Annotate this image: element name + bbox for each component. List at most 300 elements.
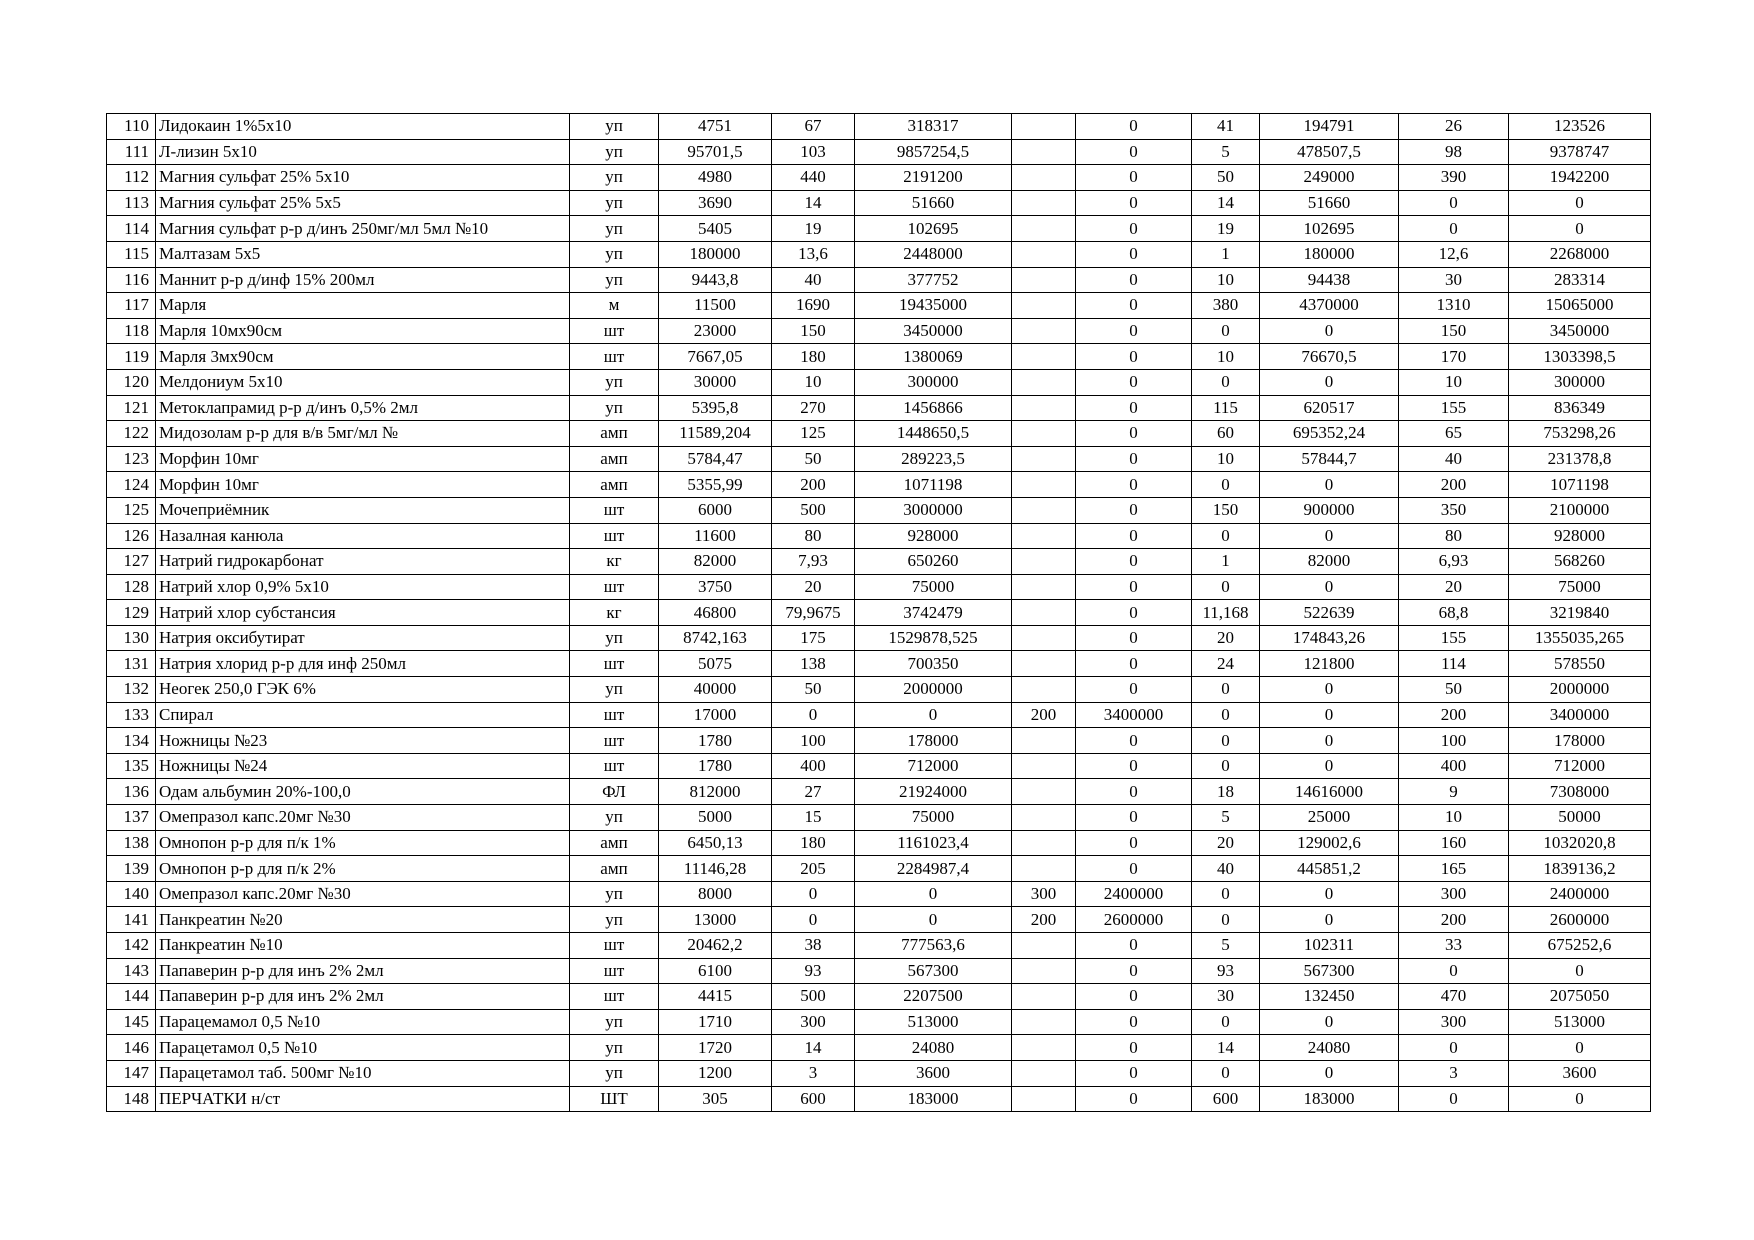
cell-closing-qty: 6,93 (1399, 549, 1509, 575)
cell-item-name: Марля 3мх90см (156, 344, 570, 370)
cell-unit-price: 812000 (659, 779, 772, 805)
cell-received-qty (1012, 1009, 1076, 1035)
cell-row-number: 116 (107, 267, 156, 293)
cell-item-name: Малтазам 5х5 (156, 241, 570, 267)
cell-row-number: 118 (107, 318, 156, 344)
cell-row-number: 112 (107, 165, 156, 191)
cell-issued-qty: 0 (1192, 1060, 1260, 1086)
cell-closing-qty: 1310 (1399, 293, 1509, 319)
cell-received-qty (1012, 472, 1076, 498)
cell-opening-qty: 180 (772, 344, 855, 370)
cell-issued-amount: 0 (1260, 1009, 1399, 1035)
cell-unit-price: 1200 (659, 1060, 772, 1086)
table-row (107, 344, 1651, 370)
cell-closing-qty: 80 (1399, 523, 1509, 549)
cell-received-qty (1012, 293, 1076, 319)
cell-issued-amount: 121800 (1260, 651, 1399, 677)
cell-opening-qty: 125 (772, 421, 855, 447)
cell-unit: уп (570, 114, 659, 140)
cell-row-number: 135 (107, 753, 156, 779)
cell-opening-qty: 103 (772, 139, 855, 165)
cell-closing-amount: 50000 (1509, 805, 1651, 831)
table-row (107, 395, 1651, 421)
cell-received-qty (1012, 779, 1076, 805)
table-row (107, 523, 1651, 549)
cell-issued-qty: 18 (1192, 779, 1260, 805)
cell-closing-amount: 836349 (1509, 395, 1651, 421)
table-row (107, 421, 1651, 447)
cell-item-name: Натрий гидрокарбонат (156, 549, 570, 575)
cell-unit-price: 8742,163 (659, 625, 772, 651)
cell-received-qty (1012, 344, 1076, 370)
cell-opening-amount: 9857254,5 (855, 139, 1012, 165)
cell-closing-amount: 0 (1509, 1086, 1651, 1112)
cell-opening-qty: 0 (772, 702, 855, 728)
cell-received-amount: 0 (1076, 395, 1192, 421)
cell-opening-amount: 3742479 (855, 600, 1012, 626)
cell-opening-amount: 700350 (855, 651, 1012, 677)
cell-issued-amount: 0 (1260, 574, 1399, 600)
cell-received-amount: 0 (1076, 165, 1192, 191)
cell-received-amount: 0 (1076, 1009, 1192, 1035)
cell-received-amount: 0 (1076, 958, 1192, 984)
cell-opening-qty: 38 (772, 933, 855, 959)
table-row (107, 114, 1651, 140)
cell-issued-amount: 129002,6 (1260, 830, 1399, 856)
table-row (107, 1035, 1651, 1061)
cell-closing-qty: 200 (1399, 907, 1509, 933)
cell-received-qty (1012, 651, 1076, 677)
cell-opening-amount: 178000 (855, 728, 1012, 754)
cell-issued-amount: 183000 (1260, 1086, 1399, 1112)
cell-unit: уп (570, 1035, 659, 1061)
cell-received-amount: 0 (1076, 1060, 1192, 1086)
cell-opening-qty: 180 (772, 830, 855, 856)
cell-received-amount: 0 (1076, 600, 1192, 626)
cell-closing-amount: 0 (1509, 958, 1651, 984)
cell-item-name: Метоклапрамид р-р д/инъ 0,5% 2мл (156, 395, 570, 421)
cell-row-number: 140 (107, 881, 156, 907)
cell-item-name: Панкреатин №20 (156, 907, 570, 933)
cell-row-number: 121 (107, 395, 156, 421)
cell-closing-amount: 178000 (1509, 728, 1651, 754)
cell-issued-qty: 5 (1192, 805, 1260, 831)
cell-unit: шт (570, 318, 659, 344)
cell-unit-price: 11600 (659, 523, 772, 549)
cell-opening-amount: 300000 (855, 369, 1012, 395)
table-row (107, 753, 1651, 779)
cell-received-amount: 0 (1076, 344, 1192, 370)
cell-opening-amount: 777563,6 (855, 933, 1012, 959)
cell-unit: кг (570, 600, 659, 626)
cell-issued-qty: 0 (1192, 472, 1260, 498)
cell-issued-qty: 1 (1192, 549, 1260, 575)
cell-issued-qty: 0 (1192, 369, 1260, 395)
cell-issued-qty: 380 (1192, 293, 1260, 319)
cell-received-qty (1012, 165, 1076, 191)
cell-unit-price: 82000 (659, 549, 772, 575)
cell-received-amount: 0 (1076, 241, 1192, 267)
cell-received-amount: 0 (1076, 216, 1192, 242)
cell-unit-price: 1710 (659, 1009, 772, 1035)
cell-row-number: 110 (107, 114, 156, 140)
table-row (107, 293, 1651, 319)
cell-row-number: 147 (107, 1060, 156, 1086)
cell-row-number: 127 (107, 549, 156, 575)
cell-issued-qty: 50 (1192, 165, 1260, 191)
cell-unit: уп (570, 805, 659, 831)
cell-unit-price: 6000 (659, 497, 772, 523)
cell-received-amount: 0 (1076, 139, 1192, 165)
inventory-table-body (107, 114, 1651, 1112)
table-row (107, 1009, 1651, 1035)
cell-received-qty (1012, 267, 1076, 293)
cell-unit-price: 6450,13 (659, 830, 772, 856)
cell-received-qty (1012, 395, 1076, 421)
cell-opening-amount: 1448650,5 (855, 421, 1012, 447)
cell-received-qty (1012, 984, 1076, 1010)
cell-closing-qty: 0 (1399, 958, 1509, 984)
cell-received-amount: 0 (1076, 497, 1192, 523)
cell-item-name: Парацетамол таб. 500мг №10 (156, 1060, 570, 1086)
table-row (107, 881, 1651, 907)
cell-unit: уп (570, 165, 659, 191)
cell-issued-amount: 14616000 (1260, 779, 1399, 805)
cell-opening-amount: 2207500 (855, 984, 1012, 1010)
cell-opening-qty: 0 (772, 907, 855, 933)
cell-closing-amount: 9378747 (1509, 139, 1651, 165)
cell-issued-amount: 0 (1260, 881, 1399, 907)
cell-issued-amount: 0 (1260, 523, 1399, 549)
cell-opening-qty: 15 (772, 805, 855, 831)
table-row (107, 856, 1651, 882)
cell-unit: амп (570, 472, 659, 498)
cell-issued-amount: 0 (1260, 472, 1399, 498)
table-row (107, 1086, 1651, 1112)
cell-unit: ШТ (570, 1086, 659, 1112)
cell-opening-amount: 102695 (855, 216, 1012, 242)
cell-row-number: 119 (107, 344, 156, 370)
cell-unit: уп (570, 139, 659, 165)
cell-item-name: Марля 10мх90см (156, 318, 570, 344)
cell-item-name: Магния сульфат р-р д/инъ 250мг/мл 5мл №10 (156, 216, 570, 242)
cell-opening-amount: 2284987,4 (855, 856, 1012, 882)
cell-opening-amount: 75000 (855, 574, 1012, 600)
cell-closing-qty: 0 (1399, 216, 1509, 242)
cell-issued-amount: 0 (1260, 1060, 1399, 1086)
table-row (107, 446, 1651, 472)
cell-received-qty (1012, 805, 1076, 831)
cell-item-name: Омнопон р-р для п/к 1% (156, 830, 570, 856)
cell-unit: амп (570, 830, 659, 856)
cell-closing-amount: 3450000 (1509, 318, 1651, 344)
cell-opening-qty: 175 (772, 625, 855, 651)
cell-closing-qty: 400 (1399, 753, 1509, 779)
cell-received-amount: 0 (1076, 677, 1192, 703)
cell-closing-amount: 513000 (1509, 1009, 1651, 1035)
cell-closing-qty: 30 (1399, 267, 1509, 293)
cell-issued-amount: 0 (1260, 677, 1399, 703)
cell-received-qty (1012, 446, 1076, 472)
cell-opening-qty: 205 (772, 856, 855, 882)
cell-opening-amount: 928000 (855, 523, 1012, 549)
cell-row-number: 130 (107, 625, 156, 651)
cell-received-qty (1012, 190, 1076, 216)
cell-closing-amount: 7308000 (1509, 779, 1651, 805)
cell-opening-amount: 318317 (855, 114, 1012, 140)
cell-received-qty (1012, 369, 1076, 395)
cell-closing-qty: 160 (1399, 830, 1509, 856)
cell-item-name: Одам альбумин 20%-100,0 (156, 779, 570, 805)
cell-unit: шт (570, 753, 659, 779)
cell-opening-qty: 10 (772, 369, 855, 395)
cell-opening-amount: 183000 (855, 1086, 1012, 1112)
cell-opening-qty: 600 (772, 1086, 855, 1112)
cell-unit: ФЛ (570, 779, 659, 805)
cell-item-name: Магния сульфат 25% 5х5 (156, 190, 570, 216)
cell-closing-qty: 20 (1399, 574, 1509, 600)
cell-closing-amount: 3219840 (1509, 600, 1651, 626)
cell-issued-qty: 19 (1192, 216, 1260, 242)
cell-received-amount: 0 (1076, 472, 1192, 498)
cell-row-number: 122 (107, 421, 156, 447)
cell-closing-qty: 300 (1399, 1009, 1509, 1035)
cell-row-number: 142 (107, 933, 156, 959)
cell-row-number: 124 (107, 472, 156, 498)
cell-closing-qty: 300 (1399, 881, 1509, 907)
cell-opening-qty: 19 (772, 216, 855, 242)
cell-issued-qty: 0 (1192, 907, 1260, 933)
cell-issued-amount: 94438 (1260, 267, 1399, 293)
table-row (107, 1060, 1651, 1086)
cell-issued-qty: 0 (1192, 702, 1260, 728)
cell-closing-amount: 0 (1509, 190, 1651, 216)
cell-received-amount: 3400000 (1076, 702, 1192, 728)
cell-unit-price: 1780 (659, 753, 772, 779)
cell-received-amount: 0 (1076, 805, 1192, 831)
cell-closing-amount: 2075050 (1509, 984, 1651, 1010)
cell-opening-qty: 400 (772, 753, 855, 779)
cell-item-name: Папаверин р-р для инъ 2% 2мл (156, 958, 570, 984)
cell-received-qty (1012, 549, 1076, 575)
cell-row-number: 117 (107, 293, 156, 319)
cell-opening-qty: 20 (772, 574, 855, 600)
cell-issued-amount: 900000 (1260, 497, 1399, 523)
table-row (107, 805, 1651, 831)
cell-received-amount: 0 (1076, 114, 1192, 140)
cell-unit: шт (570, 984, 659, 1010)
cell-opening-qty: 40 (772, 267, 855, 293)
table-row (107, 472, 1651, 498)
cell-received-amount: 0 (1076, 369, 1192, 395)
cell-issued-qty: 5 (1192, 139, 1260, 165)
cell-closing-amount: 1032020,8 (1509, 830, 1651, 856)
cell-closing-amount: 1839136,2 (1509, 856, 1651, 882)
cell-issued-qty: 0 (1192, 574, 1260, 600)
cell-unit: амп (570, 446, 659, 472)
cell-received-qty: 200 (1012, 907, 1076, 933)
cell-issued-amount: 194791 (1260, 114, 1399, 140)
cell-unit-price: 4415 (659, 984, 772, 1010)
cell-row-number: 136 (107, 779, 156, 805)
cell-unit: уп (570, 907, 659, 933)
cell-issued-qty: 0 (1192, 753, 1260, 779)
cell-received-qty (1012, 523, 1076, 549)
cell-issued-amount: 180000 (1260, 241, 1399, 267)
cell-closing-amount: 1071198 (1509, 472, 1651, 498)
cell-unit-price: 8000 (659, 881, 772, 907)
cell-unit: уп (570, 625, 659, 651)
cell-unit-price: 5000 (659, 805, 772, 831)
cell-item-name: Ножницы №24 (156, 753, 570, 779)
cell-unit: шт (570, 574, 659, 600)
cell-opening-amount: 1380069 (855, 344, 1012, 370)
cell-received-amount: 0 (1076, 856, 1192, 882)
cell-opening-qty: 79,9675 (772, 600, 855, 626)
cell-received-qty: 300 (1012, 881, 1076, 907)
cell-unit: уп (570, 881, 659, 907)
cell-unit: уп (570, 1060, 659, 1086)
cell-item-name: Парацетамол 0,5 №10 (156, 1035, 570, 1061)
cell-opening-amount: 75000 (855, 805, 1012, 831)
cell-closing-amount: 2600000 (1509, 907, 1651, 933)
cell-unit-price: 3750 (659, 574, 772, 600)
table-row (107, 907, 1651, 933)
table-row (107, 625, 1651, 651)
cell-received-amount: 0 (1076, 318, 1192, 344)
cell-issued-amount: 249000 (1260, 165, 1399, 191)
cell-item-name: Панкреатин №10 (156, 933, 570, 959)
cell-closing-amount: 15065000 (1509, 293, 1651, 319)
cell-row-number: 114 (107, 216, 156, 242)
cell-received-amount: 0 (1076, 984, 1192, 1010)
cell-unit-price: 180000 (659, 241, 772, 267)
cell-unit-price: 9443,8 (659, 267, 772, 293)
cell-received-amount: 0 (1076, 779, 1192, 805)
cell-row-number: 139 (107, 856, 156, 882)
cell-row-number: 125 (107, 497, 156, 523)
cell-unit-price: 20462,2 (659, 933, 772, 959)
cell-closing-qty: 200 (1399, 472, 1509, 498)
cell-row-number: 120 (107, 369, 156, 395)
cell-opening-amount: 0 (855, 702, 1012, 728)
cell-issued-qty: 93 (1192, 958, 1260, 984)
cell-item-name: Папаверин р-р для инъ 2% 2мл (156, 984, 570, 1010)
cell-row-number: 129 (107, 600, 156, 626)
cell-received-amount: 0 (1076, 651, 1192, 677)
cell-issued-amount: 25000 (1260, 805, 1399, 831)
cell-row-number: 146 (107, 1035, 156, 1061)
cell-opening-amount: 1071198 (855, 472, 1012, 498)
cell-closing-amount: 928000 (1509, 523, 1651, 549)
table-row (107, 651, 1651, 677)
cell-closing-amount: 578550 (1509, 651, 1651, 677)
table-row (107, 165, 1651, 191)
cell-issued-qty: 115 (1192, 395, 1260, 421)
cell-received-amount: 0 (1076, 933, 1192, 959)
cell-unit-price: 5395,8 (659, 395, 772, 421)
cell-received-amount: 0 (1076, 625, 1192, 651)
cell-opening-amount: 2191200 (855, 165, 1012, 191)
cell-received-qty (1012, 830, 1076, 856)
cell-closing-amount: 1942200 (1509, 165, 1651, 191)
cell-received-qty (1012, 1086, 1076, 1112)
cell-issued-amount: 522639 (1260, 600, 1399, 626)
cell-issued-amount: 0 (1260, 702, 1399, 728)
cell-received-amount: 0 (1076, 1086, 1192, 1112)
cell-row-number: 143 (107, 958, 156, 984)
cell-item-name: Мелдониум 5х10 (156, 369, 570, 395)
cell-issued-amount: 0 (1260, 369, 1399, 395)
cell-issued-qty: 40 (1192, 856, 1260, 882)
cell-unit-price: 11589,204 (659, 421, 772, 447)
cell-received-qty (1012, 574, 1076, 600)
table-row (107, 728, 1651, 754)
cell-opening-amount: 289223,5 (855, 446, 1012, 472)
cell-closing-amount: 0 (1509, 1035, 1651, 1061)
cell-row-number: 148 (107, 1086, 156, 1112)
cell-opening-amount: 51660 (855, 190, 1012, 216)
cell-closing-qty: 200 (1399, 702, 1509, 728)
cell-opening-qty: 200 (772, 472, 855, 498)
cell-unit: шт (570, 497, 659, 523)
cell-item-name: Натрий хлор 0,9% 5х10 (156, 574, 570, 600)
cell-closing-qty: 33 (1399, 933, 1509, 959)
cell-issued-amount: 76670,5 (1260, 344, 1399, 370)
cell-issued-amount: 82000 (1260, 549, 1399, 575)
cell-row-number: 111 (107, 139, 156, 165)
cell-closing-qty: 114 (1399, 651, 1509, 677)
cell-unit-price: 11500 (659, 293, 772, 319)
table-row (107, 497, 1651, 523)
cell-received-qty (1012, 139, 1076, 165)
cell-row-number: 138 (107, 830, 156, 856)
cell-item-name: Мидозолам р-р для в/в 5мг/мл № (156, 421, 570, 447)
cell-issued-amount: 102695 (1260, 216, 1399, 242)
cell-issued-qty: 0 (1192, 1009, 1260, 1035)
cell-received-amount: 0 (1076, 830, 1192, 856)
cell-opening-qty: 50 (772, 677, 855, 703)
cell-row-number: 144 (107, 984, 156, 1010)
cell-unit: уп (570, 267, 659, 293)
cell-closing-qty: 155 (1399, 395, 1509, 421)
cell-received-amount: 0 (1076, 446, 1192, 472)
cell-item-name: Натрия хлорид р-р для инф 250мл (156, 651, 570, 677)
cell-received-amount: 0 (1076, 728, 1192, 754)
cell-item-name: Омепразол капс.20мг №30 (156, 805, 570, 831)
cell-item-name: Натрия оксибутират (156, 625, 570, 651)
cell-opening-amount: 513000 (855, 1009, 1012, 1035)
cell-received-qty (1012, 933, 1076, 959)
cell-opening-qty: 50 (772, 446, 855, 472)
cell-item-name: Натрий хлор субстансия (156, 600, 570, 626)
cell-received-qty (1012, 216, 1076, 242)
cell-issued-amount: 695352,24 (1260, 421, 1399, 447)
cell-row-number: 113 (107, 190, 156, 216)
cell-unit-price: 5784,47 (659, 446, 772, 472)
cell-issued-amount: 174843,26 (1260, 625, 1399, 651)
cell-closing-qty: 0 (1399, 190, 1509, 216)
cell-issued-qty: 11,168 (1192, 600, 1260, 626)
table-row (107, 549, 1651, 575)
cell-item-name: Маннит р-р д/инф 15% 200мл (156, 267, 570, 293)
cell-received-amount: 2400000 (1076, 881, 1192, 907)
cell-issued-amount: 620517 (1260, 395, 1399, 421)
table-row (107, 933, 1651, 959)
cell-opening-qty: 14 (772, 190, 855, 216)
cell-closing-qty: 350 (1399, 497, 1509, 523)
cell-issued-qty: 10 (1192, 446, 1260, 472)
